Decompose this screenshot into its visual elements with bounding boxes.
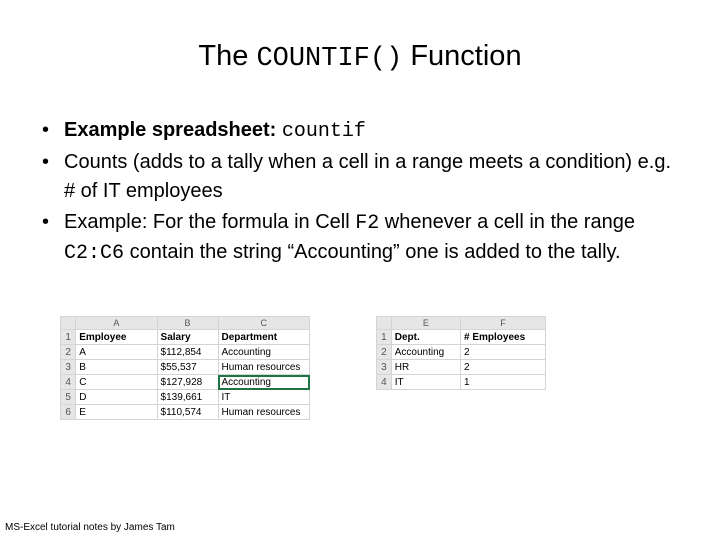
column-header[interactable]: C [218,317,310,330]
cell[interactable]: 2 [460,345,545,360]
cell[interactable]: C [76,375,157,390]
cell[interactable]: Accounting [391,345,460,360]
row-number[interactable]: 1 [61,330,76,345]
cell[interactable]: Employee [76,330,157,345]
cell[interactable]: $112,854 [157,345,218,360]
cell[interactable]: $139,661 [157,390,218,405]
cell[interactable]: Human resources [218,360,310,375]
bullet-text: contain the string “Accounting” one is added to the tally. [124,241,621,263]
cell[interactable]: $110,574 [157,405,218,420]
row-number[interactable]: 1 [377,330,392,345]
bullet-text: Counts (adds to a tally when a cell in a range meets a condition) e.g. # of IT employees [64,151,672,202]
table-row [61,405,310,420]
bullet-list [40,116,680,270]
bullet-item [40,148,680,206]
bullet-dot: • [42,151,50,173]
cell[interactable]: $127,928 [157,375,218,390]
corner-cell[interactable] [61,317,76,330]
row-number[interactable]: 2 [377,345,392,360]
row-number[interactable]: 4 [61,375,76,390]
table-row [61,390,310,405]
table-row [61,360,310,375]
cell[interactable]: # Employees [460,330,545,345]
row-number[interactable]: 3 [377,360,392,375]
table-row [377,345,546,360]
bullet-item [40,208,680,268]
bullet-label: Example spreadsheet: [64,119,282,141]
column-header[interactable]: A [76,317,157,330]
bullet-item [40,116,680,146]
cell[interactable]: B [76,360,157,375]
cell[interactable]: HR [391,360,460,375]
column-header[interactable]: E [391,317,460,330]
table-row [61,345,310,360]
employee-spreadsheet [60,316,310,420]
table-row [377,375,546,390]
bullet-text: Example: For the formula in Cell [64,211,356,233]
title-prefix: The [198,40,257,72]
corner-cell[interactable] [377,317,392,330]
cell[interactable]: IT [218,390,310,405]
cell[interactable]: 2 [460,360,545,375]
selected-cell[interactable]: Accounting [218,375,310,390]
table-row [377,330,546,345]
bullet-text: whenever a cell in the range [379,211,635,233]
bullet-dot: • [42,211,50,233]
row-number[interactable]: 3 [61,360,76,375]
table-row [61,330,310,345]
cell[interactable]: Department [218,330,310,345]
bullet-code: C2:C6 [64,242,125,265]
column-header[interactable]: F [460,317,545,330]
table-row [61,375,310,390]
cell[interactable]: Accounting [218,345,310,360]
column-header[interactable]: B [157,317,218,330]
bullet-code: F2 [355,212,380,235]
table-row [377,360,546,375]
cell[interactable]: D [76,390,157,405]
bullet-dot: • [42,119,50,141]
tally-spreadsheet [376,316,546,390]
footer-credit: MS-Excel tutorial notes by James Tam [5,522,175,533]
slide-title [0,40,720,74]
row-number[interactable]: 5 [61,390,76,405]
cell[interactable]: 1 [460,375,545,390]
cell[interactable]: Salary [157,330,218,345]
row-number[interactable]: 6 [61,405,76,420]
cell[interactable]: E [76,405,157,420]
title-suffix: Function [402,40,522,72]
cell[interactable]: A [76,345,157,360]
column-header-row [377,317,546,330]
cell[interactable]: IT [391,375,460,390]
row-number[interactable]: 4 [377,375,392,390]
cell[interactable]: Dept. [391,330,460,345]
bullet-code: countif [281,120,366,143]
row-number[interactable]: 2 [61,345,76,360]
cell[interactable]: Human resources [218,405,310,420]
column-header-row [61,317,310,330]
title-code: COUNTIF() [256,44,403,74]
cell[interactable]: $55,537 [157,360,218,375]
